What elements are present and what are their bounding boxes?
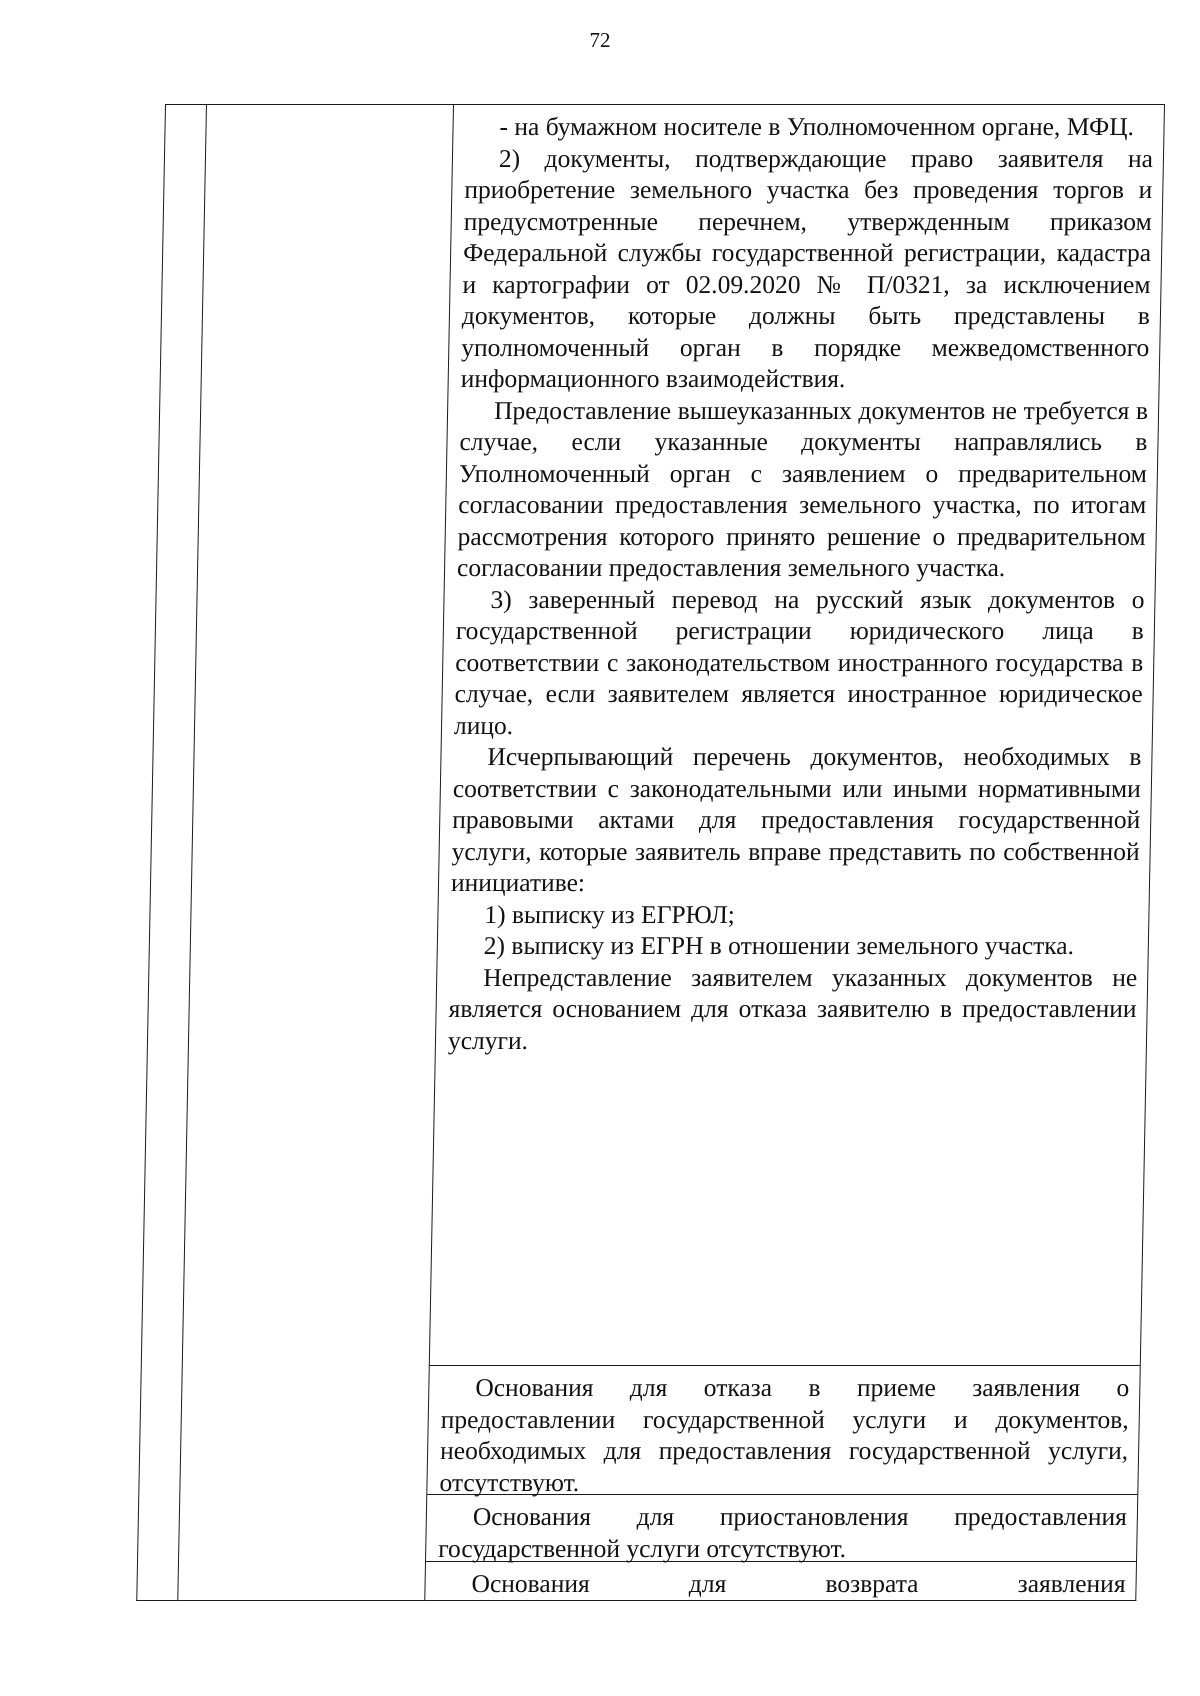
paragraph-exhaustive-list: Исчерпывающий перечень документов, необходимых в соответствии с законодательными или иными нормативными правовыми актами для предоставления государственной услуги, которые заявитель вправе представить по собственной инициативе: [450, 742, 1142, 897]
paragraph-egrn-extract: 2) выписку из ЕГРН в отношении земельного участка. [483, 931, 1075, 960]
paragraph-suspension-grounds: Основания для приостановления предоставления государственной услуги отсутствуют. [437, 1502, 1128, 1563]
paragraph-non-submission: Непредставление заявителем указанных документов не является основанием для отказа заявителю в предоставлении услуги. [447, 962, 1138, 1055]
paragraph-paper-carrier: - на бумажном носителе в Уполномоченном органе, МФЦ. [499, 112, 1135, 141]
documents-list-block [430, 105, 1164, 1366]
content-column-cell [425, 105, 1165, 1601]
paragraph-rights-documents: 2) документы, подтверждающие право заявителя на приобретение земельного участка без проведения торгов и предусмотренные перечнем, утвержденным приказом Федеральной службы государственной регистрации, кадастра и картографии от 02.09.2020 № П/0321, за исключением документов, которые должны быть представлены в уполномоченный орган в порядке межведомственного информационного взаимодействия. [460, 143, 1154, 393]
title-column-cell [178, 105, 454, 1601]
table-row [137, 105, 1165, 1601]
paragraph-not-required: Предоставление вышеуказанных документов не требуется в случае, если указанные документы направлялись в Уполномоченный орган с заявлением о предварительном согласовании предоставления земельного участка, по итогам рассмотрения которого принято решение о предварительном согласовании предоставления земельного участка. [456, 395, 1149, 582]
return-grounds-block [425, 1562, 1136, 1600]
page-number: 72 [589, 28, 611, 52]
paragraph-translation: 3) заверенный перевод на русский язык документов о государственной регистрации юридического лица в соответствии с законодательством иностранного государства в случае, если заявителем является иностранное юридическое лицо. [453, 584, 1145, 740]
paragraph-refusal-grounds: Основания для отказа в приеме заявления о предоставлении государственной услуги и документов, необходимых для предоставления государственной услуги, отсутствуют. [439, 1373, 1130, 1497]
paragraph-egrul-extract: 1) выписку из ЕГРЮЛ; [484, 899, 736, 929]
paragraph-return-grounds: Основания для возврата заявления [471, 1569, 1126, 1598]
regulation-table [136, 104, 1165, 1601]
suspension-grounds-block [426, 1495, 1137, 1562]
refusal-grounds-block [427, 1366, 1139, 1495]
